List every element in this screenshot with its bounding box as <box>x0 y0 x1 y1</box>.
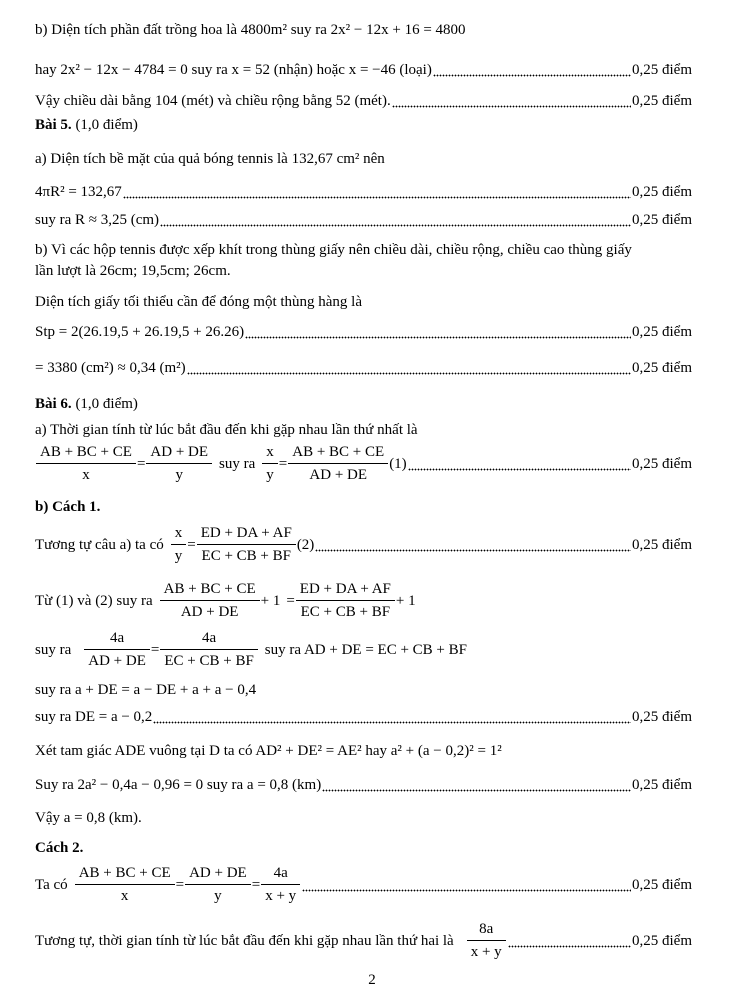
denominator: EC + CB + BF <box>296 600 395 622</box>
section-heading <box>35 394 692 414</box>
text-line-scored <box>35 775 692 795</box>
text-line-scored <box>35 322 692 342</box>
equation-line <box>35 579 692 622</box>
text-line <box>35 149 692 169</box>
numerator: 4a <box>273 865 288 881</box>
denominator: y <box>262 463 278 485</box>
dot-leader <box>433 60 631 80</box>
inline-text: Tương tự câu a) ta có <box>35 536 164 553</box>
numerator: AB + BC + CE <box>78 865 171 881</box>
score-label: 0,25 điểm <box>632 455 692 472</box>
equation-line <box>35 628 692 671</box>
score-label: 0,25 điểm <box>632 536 692 553</box>
numerator: AB + BC + CE <box>292 444 385 460</box>
inline-text: suy ra AD + DE = EC + CB + BF <box>264 641 467 658</box>
score-label: 0,25 điểm <box>632 62 692 78</box>
fraction <box>263 863 298 906</box>
numerator: AB + BC + CE <box>163 581 256 597</box>
text-line-scored <box>35 91 692 111</box>
denominator: x <box>75 884 175 906</box>
score-label: 0,25 điểm <box>632 324 692 340</box>
numerator: x <box>266 444 274 460</box>
fraction <box>290 442 386 485</box>
inline-text: suy ra <box>35 641 72 658</box>
denominator: EC + CB + BF <box>197 544 296 566</box>
dot-leader <box>392 91 631 111</box>
fraction <box>77 863 173 906</box>
dot-leader <box>123 182 631 202</box>
subsection-title: b) Cách 1. <box>35 499 101 515</box>
equals-sign: = <box>286 592 295 609</box>
score-label: 0,25 điểm <box>632 777 692 793</box>
dot-leader <box>160 210 631 230</box>
page-number: 2 <box>368 972 376 988</box>
dot-leader <box>187 358 631 378</box>
equation-line-scored <box>35 919 692 962</box>
line-5: a) Diện tích bề mặt của quả bóng tennis là 132,67 cm² nên <box>35 151 385 167</box>
score-label: 0,25 điểm <box>632 360 692 376</box>
fraction <box>162 628 255 671</box>
score-label: 0,25 điểm <box>632 709 692 725</box>
text-line <box>35 240 692 260</box>
fraction <box>148 442 210 485</box>
dot-leader <box>302 875 631 895</box>
equation-line-scored <box>35 523 692 566</box>
fraction <box>199 523 294 566</box>
text-line <box>35 808 692 828</box>
fraction <box>38 442 134 485</box>
fraction <box>298 579 393 622</box>
dot-leader <box>322 775 631 795</box>
inline-text: Từ (1) và (2) suy ra <box>35 592 153 609</box>
line-12: = 3380 (cm²) ≈ 0,34 (m²) <box>35 360 186 376</box>
plus-one: + 1 <box>260 592 281 609</box>
fraction <box>173 523 185 566</box>
line-3: Vậy chiều dài bằng 104 (mét) và chiều rộng bằng 52 (mét). <box>35 93 391 109</box>
numerator: x <box>174 525 183 541</box>
text-line <box>35 420 692 440</box>
dot-leader <box>153 707 631 727</box>
line-7: suy ra R ≈ 3,25 (cm) <box>35 212 160 228</box>
denominator: x <box>36 463 136 485</box>
dot-leader <box>508 931 631 951</box>
inline-text: Ta có <box>35 876 68 893</box>
text-line <box>35 838 692 858</box>
fraction <box>86 628 148 671</box>
score-label: 0,25 điểm <box>632 932 692 949</box>
score-label: 0,25 điểm <box>632 876 692 893</box>
numerator: 8a <box>479 921 494 937</box>
line-2: hay 2x² − 12x − 4784 = 0 suy ra x = 52 (nhận) hoặc x = −46 (loại) <box>35 62 432 78</box>
line-20: suy ra a + DE = a − DE + a + a − 0,4 <box>35 682 257 698</box>
score-label: 0,25 điểm <box>632 93 692 109</box>
denominator: AD + DE <box>288 463 388 485</box>
text-line <box>35 292 692 312</box>
fraction <box>162 579 258 622</box>
numerator: ED + DA + AF <box>299 581 391 597</box>
line-21: suy ra DE = a − 0,2 <box>35 709 153 725</box>
text-line <box>35 20 692 40</box>
plus-one: + 1 <box>395 592 416 609</box>
line-24: Vậy a = 0,8 (km). <box>35 810 142 826</box>
fraction <box>264 442 276 485</box>
denominator: AD + DE <box>160 600 260 622</box>
equation-ref: (2) <box>296 536 315 553</box>
score-label: 0,25 điểm <box>632 212 692 228</box>
numerator: 4a <box>201 630 217 646</box>
section-points: (1,0 điểm) <box>75 396 138 412</box>
text-line-scored <box>35 210 692 230</box>
section-heading <box>35 115 692 135</box>
denominator: y <box>146 463 212 485</box>
line-1: b) Diện tích phần đất trồng hoa là 4800m² suy ra 2x² − 12x + 16 = 4800 <box>35 22 466 38</box>
text-line-scored <box>35 182 692 202</box>
numerator: AD + DE <box>189 865 247 881</box>
dot-leader <box>408 454 631 474</box>
equation-line-scored <box>35 863 692 906</box>
inline-text: Tương tự, thời gian tính từ lúc bắt đầu đến khi gặp nhau lần thứ hai là <box>35 932 454 949</box>
equals-sign: = <box>251 876 261 893</box>
text-line-scored <box>35 358 692 378</box>
text-line <box>35 680 692 700</box>
line-6: 4πR² = 132,67 <box>35 184 122 200</box>
line-8: b) Vì các hộp tennis được xếp khít trong thùng giấy nên chiều dài, chiều rộng, chiều cao thùng giấy <box>35 242 632 258</box>
line-14: a) Thời gian tính từ lúc bắt đầu đến khi gặp nhau lần thứ nhất là <box>35 422 418 438</box>
numerator: AB + BC + CE <box>40 444 132 460</box>
denominator: x + y <box>261 884 300 906</box>
text-line-scored <box>35 707 692 727</box>
denominator: EC + CB + BF <box>160 649 257 671</box>
line-9: lần lượt là 26cm; 19,5cm; 26cm. <box>35 263 231 279</box>
inline-text: suy ra <box>219 455 256 472</box>
denominator: x + y <box>467 940 506 962</box>
equals-sign: = <box>278 455 288 472</box>
text-line <box>35 261 692 281</box>
denominator: y <box>171 544 187 566</box>
subsection-title: Cách 2. <box>35 840 84 856</box>
line-23: Suy ra 2a² − 0,4a − 0,96 = 0 suy ra a = 0,8 (km) <box>35 777 322 793</box>
line-10: Diện tích giấy tối thiểu cần để đóng một thùng hàng là <box>35 294 363 310</box>
text-line-scored <box>35 60 692 80</box>
section-points: (1,0 điểm) <box>75 117 138 133</box>
dot-leader <box>315 535 631 555</box>
score-label: 0,25 điểm <box>632 184 692 200</box>
line-22: Xét tam giác ADE vuông tại D ta có AD² + DE² = AE² hay a² + (a − 0,2)² = 1² <box>35 743 502 759</box>
dot-leader <box>245 322 631 342</box>
denominator: y <box>185 884 251 906</box>
fraction <box>187 863 249 906</box>
numerator: 4a <box>109 630 125 646</box>
equals-sign: = <box>136 455 146 472</box>
section-title: Bài 6. <box>35 396 72 412</box>
fraction <box>469 919 504 962</box>
equals-sign: = <box>150 641 160 658</box>
equals-sign: = <box>175 876 185 893</box>
denominator: AD + DE <box>84 649 150 671</box>
equation-ref: (1) <box>389 455 407 472</box>
equation-line-scored <box>35 442 692 485</box>
numerator: AD + DE <box>150 444 209 460</box>
text-line <box>35 497 692 517</box>
text-line <box>35 741 692 761</box>
section-title: Bài 5. <box>35 117 72 133</box>
equals-sign: = <box>187 536 196 553</box>
line-11: Stp = 2(26.19,5 + 26.19,5 + 26.26) <box>35 324 245 340</box>
numerator: ED + DA + AF <box>200 525 292 541</box>
